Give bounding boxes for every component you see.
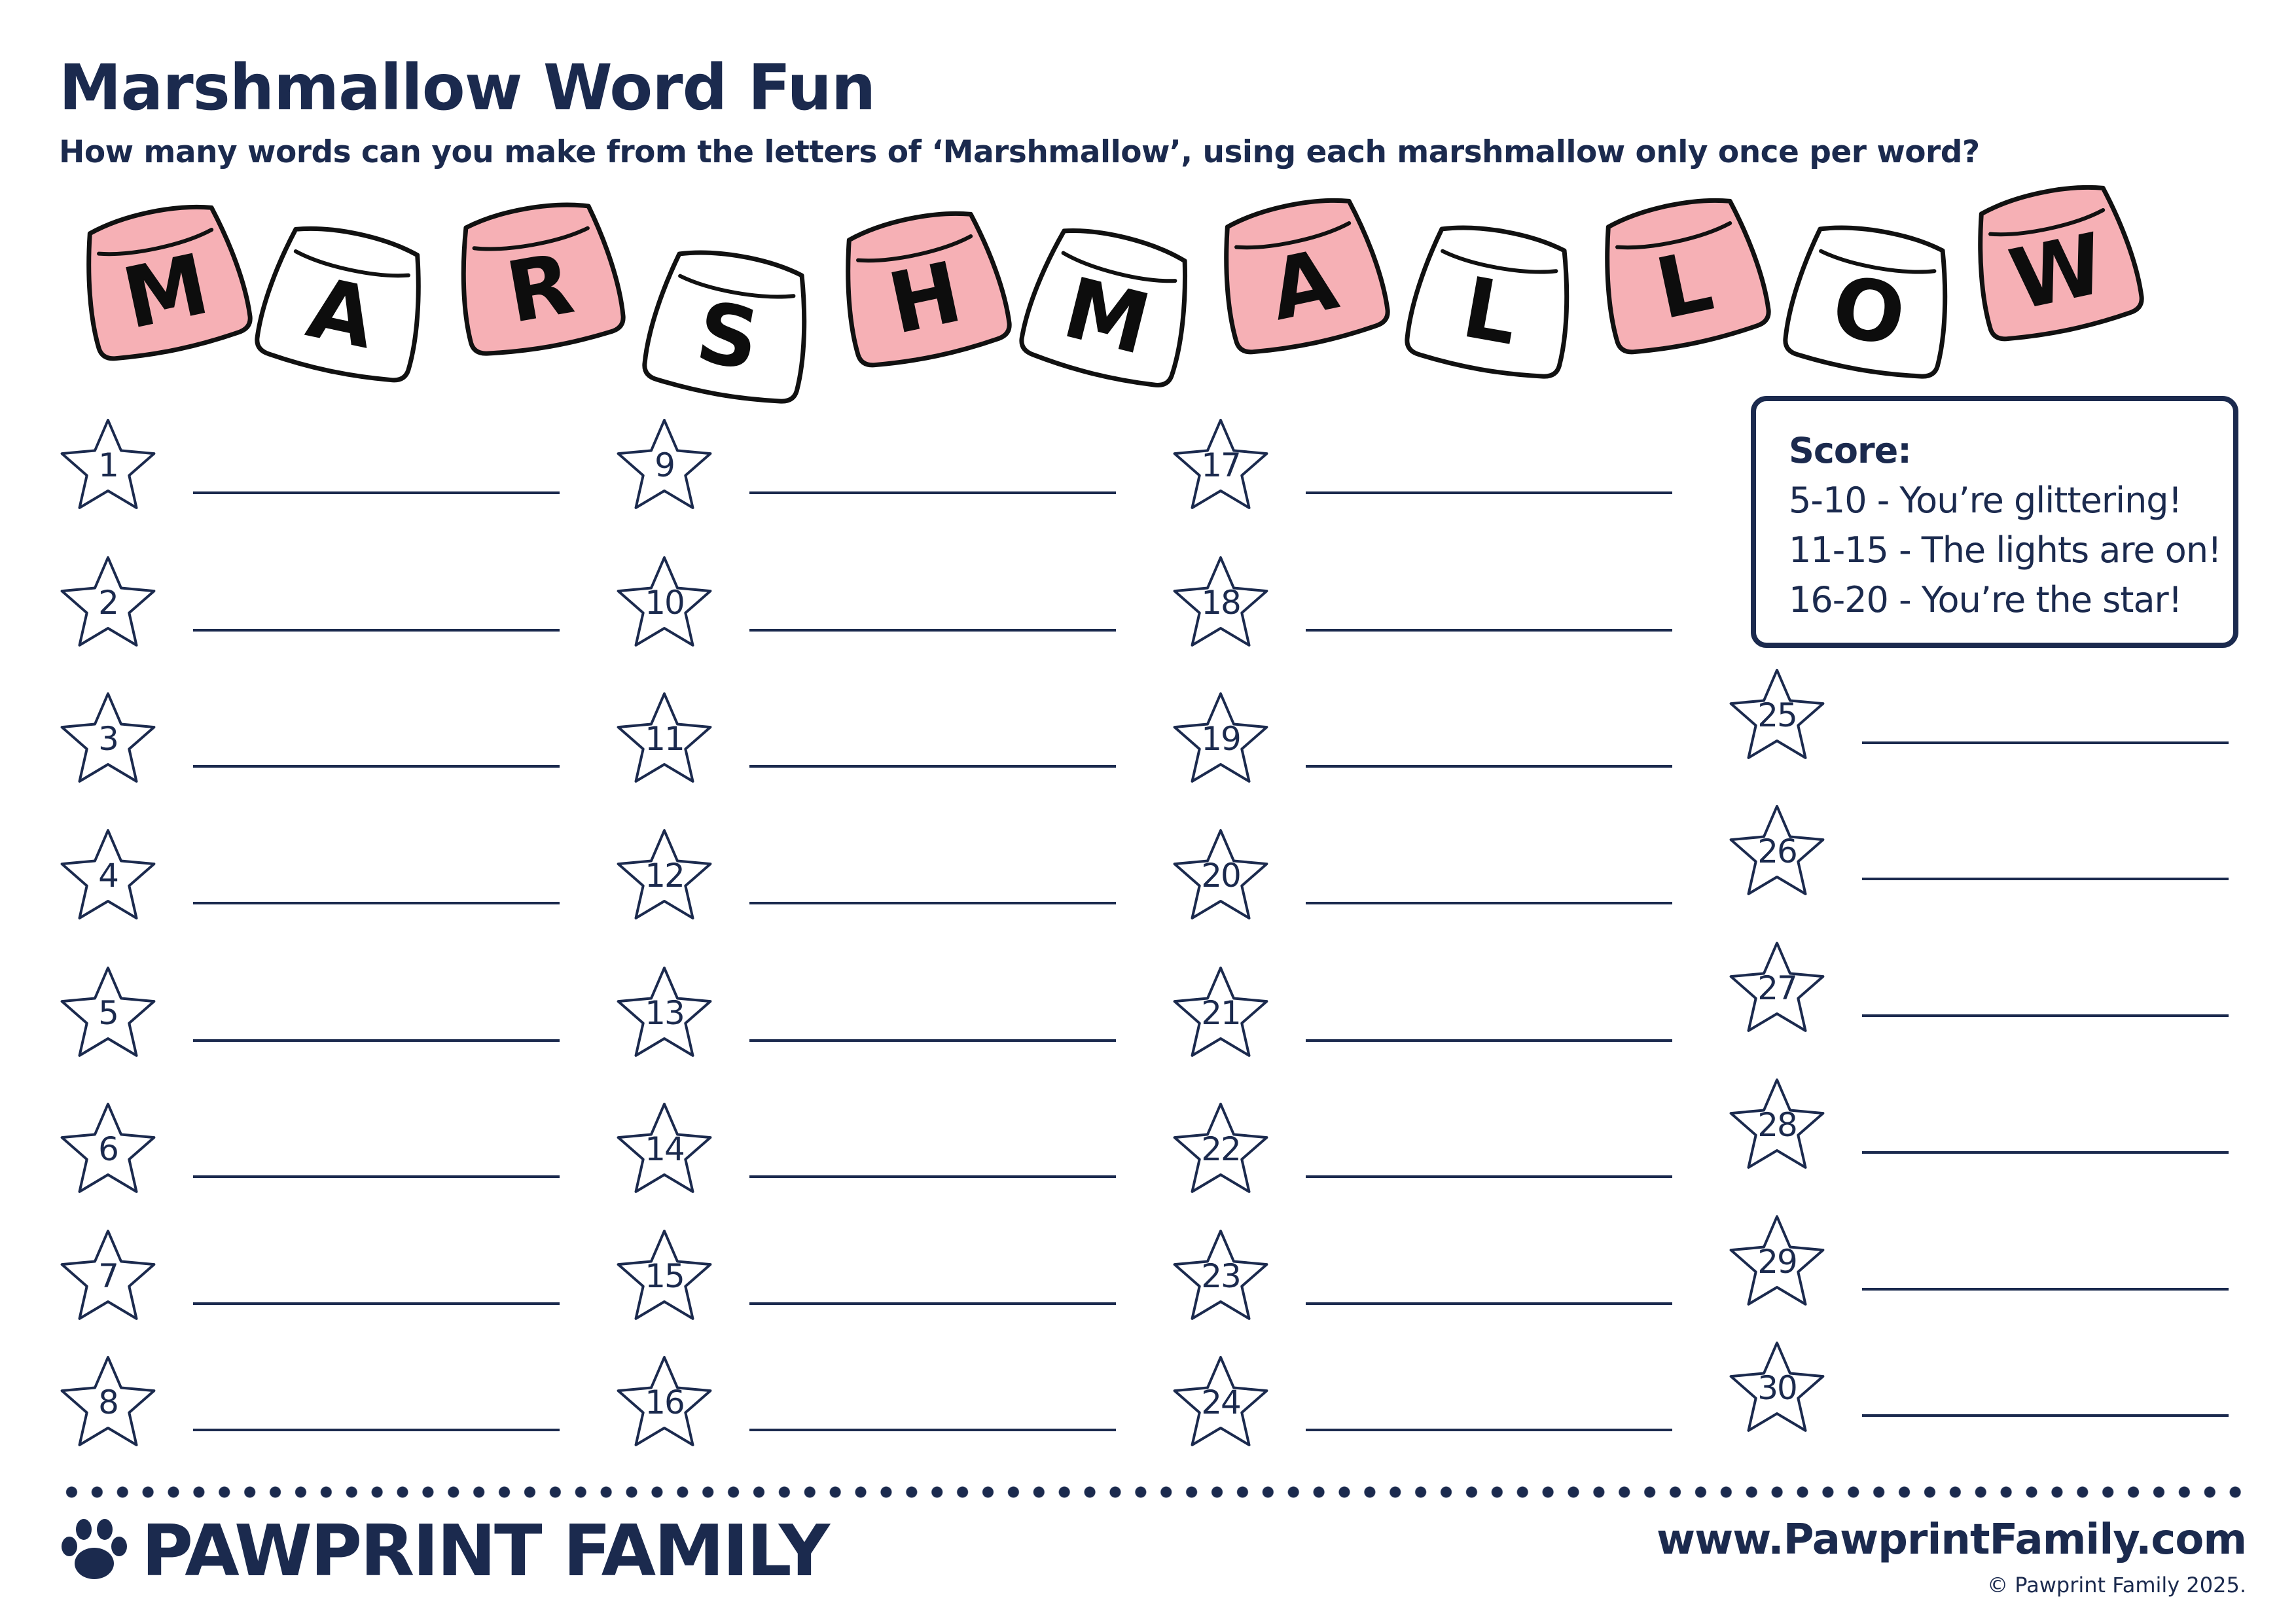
word-entry [59,1222,556,1327]
answer-line[interactable] [749,629,1116,632]
entry-number: 21 [1201,994,1240,1032]
entry-number: 7 [98,1257,118,1295]
answer-line[interactable] [1862,741,2229,744]
word-entry [615,1095,1113,1200]
word-entry [1172,548,1669,653]
marshmallow-letter: S [689,283,766,390]
entry-number: 29 [1757,1243,1797,1281]
answer-line[interactable] [1862,1414,2229,1417]
score-box [1751,396,2238,648]
answer-line[interactable] [1306,902,1672,904]
marshmallow-letter: L [1648,232,1721,339]
brand-name: PAWPRINT FAMILY [141,1510,829,1592]
entry-number: 14 [645,1130,684,1168]
word-entry [1172,1348,1669,1453]
answer-line[interactable] [749,902,1116,904]
answer-line[interactable] [1306,1429,1672,1431]
answer-line[interactable] [1306,1302,1672,1305]
marshmallow-letter: R [499,235,581,343]
entry-number: 12 [645,857,684,895]
brand-logo [58,1505,828,1597]
entry-number: 9 [655,446,674,484]
marshmallow-letter: M [115,236,217,349]
marshmallow-r [449,195,626,360]
entry-number: 11 [645,720,684,758]
answer-line[interactable] [193,1429,560,1431]
word-entry [59,821,556,926]
entry-number: 25 [1757,696,1797,734]
answer-line[interactable] [749,1429,1116,1431]
answer-line[interactable] [749,1175,1116,1178]
marshmallow-l [1404,218,1581,383]
score-line: 16-20 - You’re the star! [1789,579,2182,620]
word-entry [615,1222,1113,1327]
marshmallow-letters [0,0,2296,419]
marshmallow-h [832,203,1013,372]
word-entry [615,548,1113,653]
entry-number: 19 [1201,720,1240,758]
word-entry [615,1348,1113,1453]
entry-number: 1 [98,446,118,484]
marshmallow-letter: A [1261,230,1346,340]
word-entry [1172,685,1669,789]
marshmallow-a [253,218,435,387]
answer-line[interactable] [193,491,560,494]
entry-number: 3 [98,720,118,758]
answer-line[interactable] [1306,491,1672,494]
answer-line[interactable] [193,1175,560,1178]
marshmallow-s [641,243,819,408]
entry-number: 15 [645,1257,684,1295]
answer-line[interactable] [193,1302,560,1305]
word-entry [1728,797,2225,902]
answer-line[interactable] [749,765,1116,768]
score-line: 5-10 - You’re glittering! [1789,480,2182,521]
entry-number: 17 [1201,446,1240,484]
answer-line[interactable] [1306,765,1672,768]
dotted-divider [59,1486,2248,1499]
word-entry [1728,1334,2225,1438]
word-entry [1172,1095,1669,1200]
word-entry [615,411,1113,516]
entry-number: 4 [98,857,118,895]
marshmallow-letter: W [2001,215,2113,330]
answer-line[interactable] [1862,878,2229,880]
answer-line[interactable] [749,1039,1116,1042]
word-entry [615,821,1113,926]
word-entry [1172,411,1669,516]
marshmallow-o [1782,218,1960,383]
entry-number: 27 [1757,969,1797,1007]
word-entry [1728,1207,2225,1312]
marshmallow-letter: H [880,243,970,354]
entry-number: 16 [645,1383,684,1421]
paw-icon [58,1515,130,1587]
word-entry [1172,821,1669,926]
word-entry [59,685,556,789]
marshmallow-m [73,196,254,366]
marshmallow-letter: O [1825,257,1912,366]
answer-line[interactable] [1862,1014,2229,1017]
score-line: 11-15 - The lights are on! [1789,529,2221,571]
answer-line[interactable] [1306,1039,1672,1042]
word-entry [1728,934,2225,1039]
entry-number: 23 [1201,1257,1240,1295]
website-url[interactable]: www.PawprintFamily.com [1656,1516,2246,1564]
entry-number: 13 [645,994,684,1032]
word-entry [615,959,1113,1063]
score-title: Score: [1789,430,1911,471]
entry-number: 30 [1757,1369,1797,1407]
entry-number: 22 [1201,1130,1240,1168]
word-entry [1728,661,2225,766]
entry-number: 24 [1201,1383,1240,1421]
answer-line[interactable] [749,491,1116,494]
answer-line[interactable] [193,629,560,632]
answer-line[interactable] [749,1302,1116,1305]
marshmallow-letter: M [1054,259,1159,374]
page-title: Marshmallow Word Fun [59,51,876,124]
entry-number: 28 [1757,1106,1797,1144]
word-entry [1728,1071,2225,1175]
answer-line[interactable] [1306,1175,1672,1178]
marshmallow-w [1964,177,2145,346]
entry-number: 2 [98,584,118,622]
entry-number: 8 [98,1383,118,1421]
page-subtitle: How many words can you make from the letters of ‘Marshmallow’, using each marshmallow only once per word? [59,134,1980,170]
word-entry [615,685,1113,789]
answer-line[interactable] [193,902,560,904]
answer-line[interactable] [193,765,560,768]
word-entry [1172,959,1669,1063]
word-entry [59,548,556,653]
word-entry [1172,1222,1669,1327]
entry-number: 20 [1201,857,1240,895]
word-entry [59,411,556,516]
copyright: © Pawprint Family 2025. [1987,1573,2246,1597]
answer-line[interactable] [1306,629,1672,632]
word-entry [59,1348,556,1453]
entry-number: 6 [98,1130,118,1168]
word-entry [59,959,556,1063]
marshmallow-l [1591,190,1772,359]
entry-number: 5 [98,994,118,1032]
entry-number: 10 [645,584,684,622]
marshmallow-m [1017,219,1202,393]
entry-number: 18 [1201,584,1240,622]
entry-number: 26 [1757,832,1797,870]
marshmallow-letter: A [299,259,384,368]
answer-line[interactable] [193,1039,560,1042]
marshmallow-a [1210,190,1391,359]
word-entry [59,1095,556,1200]
answer-line[interactable] [1862,1288,2229,1291]
answer-line[interactable] [1862,1151,2229,1154]
marshmallow-letter: L [1456,259,1526,365]
